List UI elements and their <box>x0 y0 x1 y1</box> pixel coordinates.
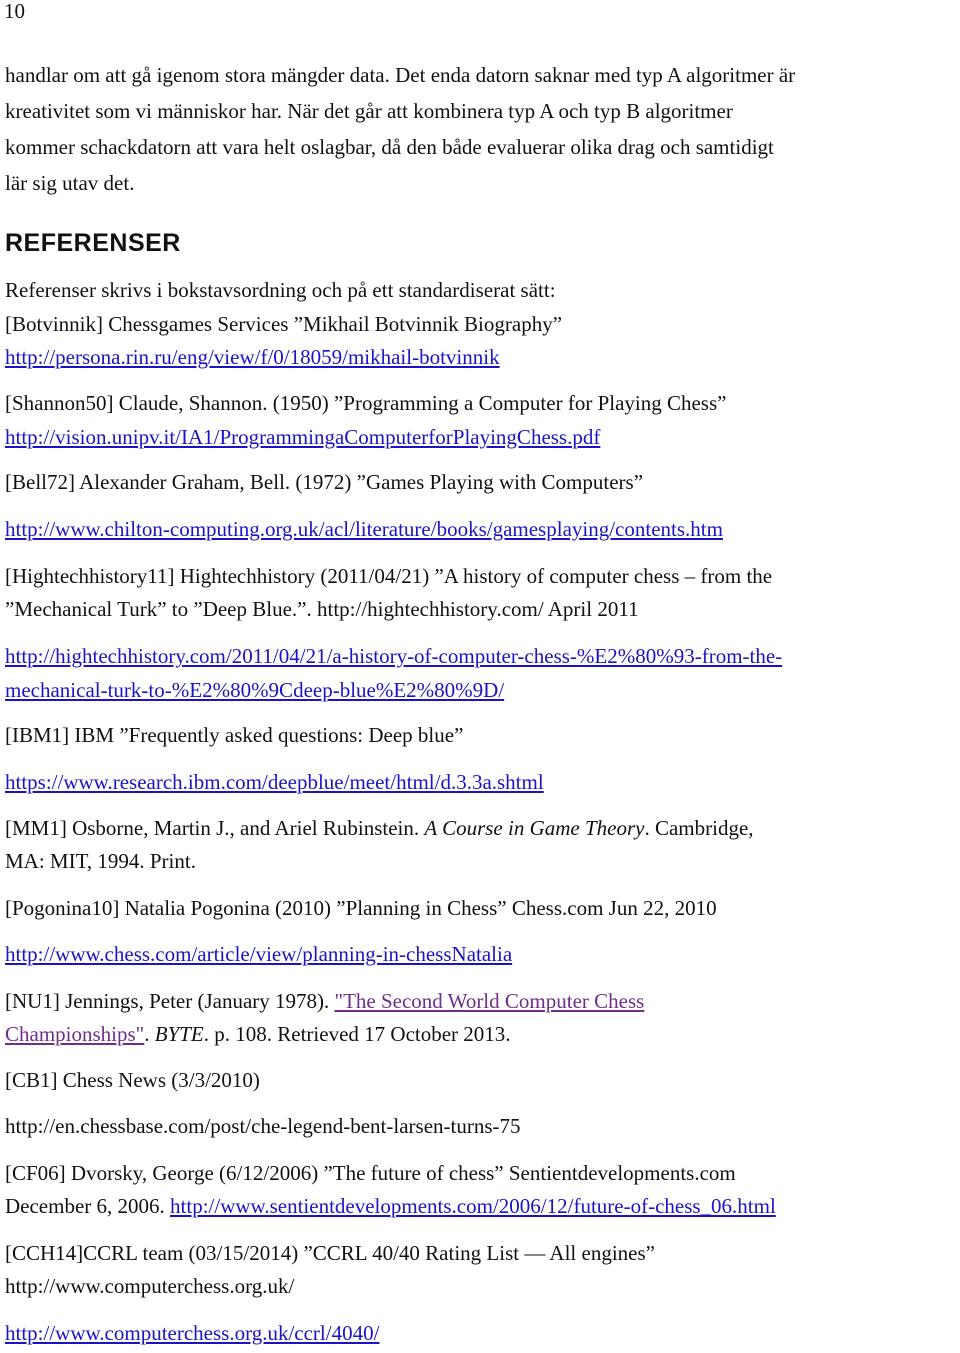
references-heading: REFERENSER <box>5 229 181 257</box>
reference-mm-publisher: . Cambridge, <box>644 816 754 840</box>
reference-link[interactable]: http://www.sentientdevelopments.com/2006/12/future-of-chess_06.html <box>170 1194 776 1218</box>
reference-bell: [Bell72] Alexander Graham, Bell. (1972) ”Games Playing with Computers” <box>5 470 644 494</box>
reference-link[interactable]: http://vision.unipv.it/IA1/ProgrammingaComputerforPlayingChess.pdf <box>5 425 601 449</box>
reference-cf-date: December 6, 2006. <box>5 1194 171 1218</box>
intro-line: handlar om att gå igenom stora mängder data. Det enda datorn saknar med typ A algoritmer är <box>5 63 796 87</box>
reference-shannon: [Shannon50] Claude, Shannon. (1950) ”Programming a Computer for Playing Chess” <box>5 391 727 415</box>
intro-line: kommer schackdatorn att vara helt oslagbar, då den både evaluerar olika drag och samtidigt <box>5 135 774 159</box>
intro-line: lär sig utav det. <box>5 171 135 195</box>
reference-cch: [CCH14]CCRL team (03/15/2014) ”CCRL 40/40 Rating List — All engines” <box>5 1241 655 1265</box>
reference-link[interactable]: http://hightechhistory.com/2011/04/21/a-history-of-computer-chess-%E2%80%93-from-the- <box>5 644 783 668</box>
reference-cf-cont <box>5 1193 776 1219</box>
reference-link[interactable]: http://www.chess.com/article/view/planning-in-chessNatalia <box>5 942 513 966</box>
reference-cb: [CB1] Chess News (3/3/2010) <box>5 1068 260 1092</box>
reference-nu-authors: [NU1] Jennings, Peter (January 1978). <box>5 989 335 1013</box>
reference-pogonina: [Pogonina10] Natalia Pogonina (2010) ”Planning in Chess” Chess.com Jun 22, 2010 <box>5 896 717 920</box>
reference-ibm: [IBM1] IBM ”Frequently asked questions: Deep blue” <box>5 723 464 747</box>
reference-link[interactable]: https://www.research.ibm.com/deepblue/meet/html/d.3.3a.shtml <box>5 770 544 794</box>
reference-nu-details: . p. 108. Retrieved 17 October 2013. <box>203 1022 511 1046</box>
reference-hightechhistory-cont: ”Mechanical Turk” to ”Deep Blue.”. http://hightechhistory.com/ April 2011 <box>5 597 639 621</box>
reference-botvinnik: [Botvinnik] Chessgames Services ”Mikhail Botvinnik Biography” <box>5 312 563 336</box>
reference-mm-authors: [MM1] Osborne, Martin J., and Ariel Rubinstein. <box>5 816 425 840</box>
reference-link[interactable]: http://www.computerchess.org.uk/ccrl/4040/ <box>5 1321 380 1345</box>
reference-link-cont[interactable]: mechanical-turk-to-%E2%80%9Cdeep-blue%E2%80%9D/ <box>5 678 505 702</box>
reference-nu-title-link-cont[interactable]: Championships" <box>5 1022 145 1046</box>
reference-cch-url: http://www.computerchess.org.uk/ <box>5 1274 295 1298</box>
reference-cb-url: http://en.chessbase.com/post/che-legend-bent-larsen-turns-75 <box>5 1114 521 1138</box>
reference-cf: [CF06] Dvorsky, George (6/12/2006) ”The future of chess” Sentientdevelopments.com <box>5 1161 736 1185</box>
reference-mm-cont: MA: MIT, 1994. Print. <box>5 849 196 873</box>
reference-nu-sep: . <box>144 1022 155 1046</box>
reference-hightechhistory: [Hightechhistory11] Hightechhistory (2011/04/21) ”A history of computer chess – from the <box>5 564 773 588</box>
reference-mm-title: A Course in Game Theory <box>424 816 645 840</box>
intro-line: kreativitet som vi människor har. När det går att kombinera typ A och typ B algoritmer <box>5 99 733 123</box>
reference-mm <box>5 815 754 841</box>
reference-nu-title-link[interactable]: "The Second World Computer Chess <box>334 989 645 1013</box>
reference-nu-journal: BYTE <box>154 1022 204 1046</box>
reference-link[interactable]: http://persona.rin.ru/eng/view/f/0/18059/mikhail-botvinnik <box>5 345 500 369</box>
reference-link[interactable]: http://www.chilton-computing.org.uk/acl/literature/books/gamesplaying/contents.htm <box>5 517 723 541</box>
page-number: 10 <box>4 0 25 23</box>
reference-nu <box>5 988 644 1014</box>
reference-nu-cont <box>5 1021 511 1047</box>
references-instruction: Referenser skrivs i bokstavsordning och på ett standardiserat sätt: <box>5 278 556 302</box>
